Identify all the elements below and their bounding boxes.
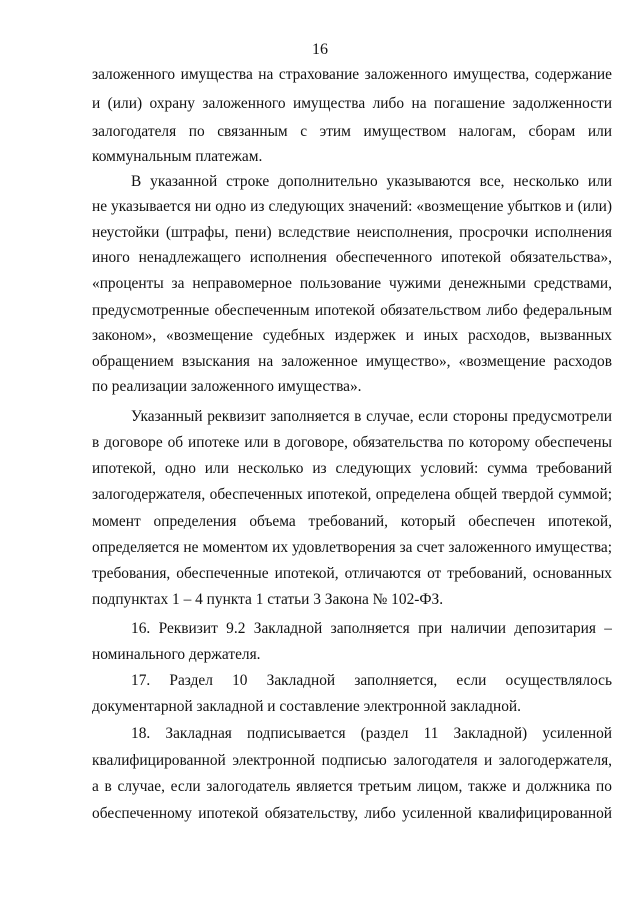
text-line: квалифицированной электронной подписью залогодателя и залогодержателя, — [92, 752, 612, 769]
text-line: предусмотренные обеспеченным ипотекой обязательством либо федеральным — [92, 302, 612, 319]
text-line: 17. Раздел 10 Закладной заполняется, если осуществлялось — [131, 672, 612, 689]
text-line: обеспеченному ипотекой обязательству, либо усиленной квалифицированной — [92, 805, 612, 822]
text-line: 16. Реквизит 9.2 Закладной заполняется при наличии депозитария – — [131, 620, 612, 637]
text-line: номинального держателя. — [92, 646, 261, 663]
text-line: и (или) охрану заложенного имущества либо на погашение задолженности — [92, 95, 612, 112]
text-line: момент определения объема требований, который обеспечен ипотекой, — [92, 513, 612, 530]
text-line: заложенного имущества на страхование заложенного имущества, содержание — [92, 66, 612, 83]
text-line: не указывается ни одно из следующих значений: «возмещение убытков и (или) — [92, 198, 612, 215]
text-line: неустойки (штрафы, пени) вследствие неисполнения, просрочки исполнения — [92, 224, 612, 241]
text-line: требования, обеспеченные ипотекой, отличаются от требований, основанных — [92, 565, 612, 582]
page-number: 16 — [312, 41, 328, 58]
text-line: 18. Закладная подписывается (раздел 11 Закладной) усиленной — [131, 725, 612, 742]
text-line: подпунктах 1 – 4 пункта 1 статьи 3 Закона № 102-ФЗ. — [92, 591, 444, 608]
text-line: ипотекой, одно или несколько из следующих условий: сумма требований — [92, 460, 612, 477]
text-line: иного ненадлежащего исполнения обеспеченного ипотекой обязательства», — [92, 249, 612, 266]
text-line: а в случае, если залогодатель является третьим лицом, также и должника по — [92, 778, 612, 795]
text-line: документарной закладной и составление электронной закладной. — [92, 698, 521, 715]
text-line: по реализации заложенного имущества». — [92, 378, 362, 395]
text-line: законом», «возмещение судебных издержек и иных расходов, вызванных — [92, 327, 612, 344]
text-line: залогодателя по связанным с этим имуществом налогам, сборам или — [92, 123, 612, 140]
text-line: в договоре об ипотеке или в договоре, обязательства по которому обеспечены — [92, 434, 612, 451]
text-line: «проценты за неправомерное пользование чужими денежными средствами, — [92, 275, 612, 292]
text-line: В указанной строке дополнительно указываются все, несколько или — [131, 173, 612, 190]
text-line: обращением взыскания на заложенное имущество», «возмещение расходов — [92, 353, 612, 370]
text-line: Указанный реквизит заполняется в случае, если стороны предусмотрели — [131, 408, 612, 425]
text-line: определяется не моментом их удовлетворения за счет заложенного имущества; — [92, 539, 612, 556]
text-line: залогодержателя, обеспеченных ипотекой, определена общей твердой суммой; — [92, 486, 612, 503]
text-line: коммунальным платежам. — [92, 148, 263, 165]
